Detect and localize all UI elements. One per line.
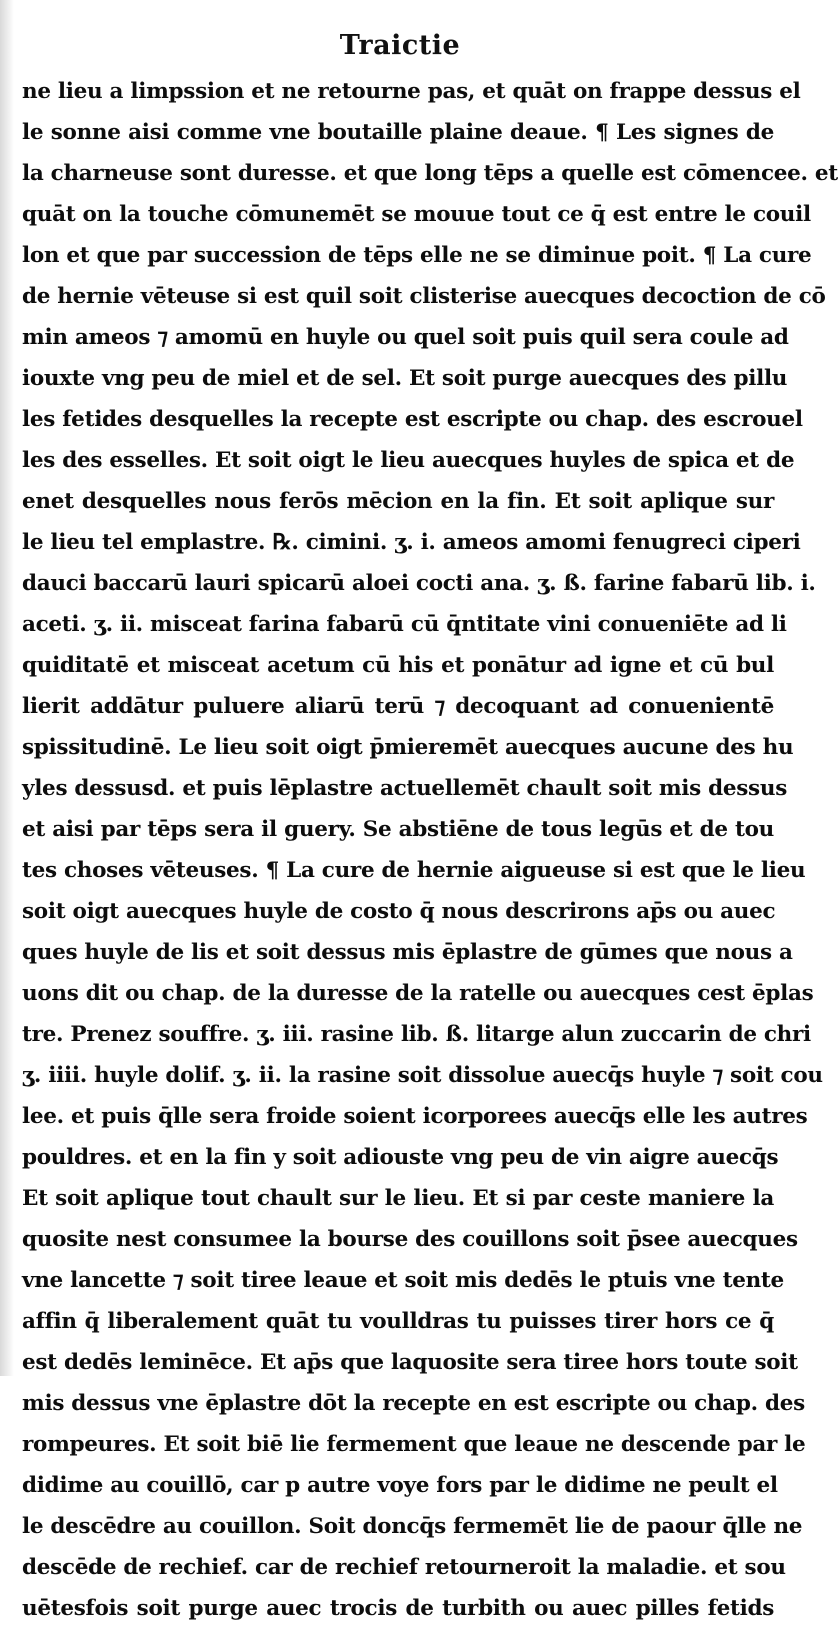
running-head: Traictie (339, 30, 461, 61)
page-gutter-edge (0, 0, 14, 1376)
text-line: soit oigt auecques huyle de costo q̄ nous descrirons ap̄s ou auec (22, 899, 776, 924)
text-line: quiditatē et misceat acetum cū his et ponātur ad igne et cū bul (22, 653, 774, 678)
text-line: ne lieu a limpssion et ne retourne pas, et quāt on frappe dessus el (22, 79, 801, 104)
text-line: le descēdre au couillon. Soit doncq̄s fermemēt lie de paour q̄lle ne (22, 1514, 803, 1539)
text-line: tes choses vēteuses. ¶ La cure de hernie aigueuse si est que le lieu (22, 858, 806, 883)
text-line: pouldres. et en la fin y soit adiouste vng peu de vin aigre auecq̄s (22, 1145, 779, 1170)
text-line: affin q̄ liberalement quāt tu voulldras tu puisses tirer hors ce q̄ (22, 1309, 774, 1334)
text-line: ques huyle de lis et soit dessus mis ēplastre de gūmes que nous a (22, 940, 793, 965)
text-line: lierit addātur puluere aliarū terū ⁊ decoquant ad conuenientē (22, 694, 774, 719)
text-line: uons dit ou chap. de la duresse de la ratelle ou auecques cest ēplas (22, 981, 814, 1006)
text-line: vne lancette ⁊ soit tiree leaue et soit mis dedēs le ptuis vne tente (22, 1268, 784, 1293)
text-line: didime au couillō, car p autre voye fors par le didime ne peult el (22, 1473, 778, 1498)
text-line: spissitudinē. Le lieu soit oigt p̄mieremēt auecques aucune des hu (22, 735, 794, 760)
text-line: quosite nest consumee la bourse des couillons soit p̄see auecques (22, 1227, 798, 1252)
text-line: enet desquelles nous ferōs mēcion en la fin. Et soit aplique sur (22, 489, 774, 514)
text-line: les des esselles. Et soit oigt le lieu auecques huyles de spica et de (22, 448, 795, 473)
text-line: le sonne aisi comme vne boutaille plaine deaue. ¶ Les signes de (22, 120, 774, 145)
text-line: la charneuse sont duresse. et que long tēps a quelle est cōmencee. et (22, 161, 838, 186)
text-line: descēde de rechief. car de rechief retourneroit la maladie. et sou (22, 1555, 786, 1580)
text-line: le lieu tel emplastre. ℞. cimini. ʒ. i. ameos amomi fenugreci ciperi (22, 530, 801, 555)
text-block (22, 71, 838, 1629)
text-line: iouxte vng peu de miel et de sel. Et soit purge auecques des pillu (22, 366, 788, 391)
text-line: min ameos ⁊ amomū en huyle ou quel soit puis quil sera coule ad (22, 325, 789, 350)
text-line: aceti. ʒ. ii. misceat farina fabarū cū q̄ntitate vini conueniēte ad li (22, 612, 787, 637)
text-line: rompeures. Et soit biē lie fermement que leaue ne descende par le (22, 1432, 806, 1457)
text-line: et aisi par tēps sera il guery. Se abstiēne de tous legūs et de tou (22, 817, 774, 842)
text-line: dauci baccarū lauri spicarū aloei cocti ana. ʒ. ß. farine fabarū lib. i. (22, 571, 816, 596)
text-line: lon et que par succession de tēps elle ne se diminue poit. ¶ La cure (22, 243, 812, 268)
text-line: tre. Prenez souffre. ʒ. iii. rasine lib. ß. litarge alun zuccarin de chri (22, 1022, 811, 1047)
text-line: lee. et puis q̄lle sera froide soient icorporees auecq̄s elle les autres (22, 1104, 808, 1129)
text-line: de hernie vēteuse si est quil soit clisterise auecques decoction de cō (22, 284, 826, 309)
text-line: mis dessus vne ēplastre dōt la recepte en est escripte ou chap. des (22, 1391, 805, 1416)
text-line: yles dessusd. et puis lēplastre actuellemēt chault soit mis dessus (22, 776, 787, 801)
text-line: Et soit aplique tout chault sur le lieu. Et si par ceste maniere la (22, 1186, 774, 1211)
text-line: quāt on la touche cōmunemēt se mouue tout ce q̄ est entre le couil (22, 202, 811, 227)
text-line: uētesfois soit purge auec trocis de turbith ou auec pilles fetids (22, 1596, 774, 1621)
text-line: est dedēs leminēce. Et ap̄s que laquosite sera tiree hors toute soit (22, 1350, 798, 1375)
text-line: les fetides desquelles la recepte est escripte ou chap. des escrouel (22, 407, 803, 432)
text-line: ʒ. iiii. huyle dolif. ʒ. ii. la rasine soit dissolue auecq̄s huyle ⁊ soit cou (22, 1063, 823, 1088)
